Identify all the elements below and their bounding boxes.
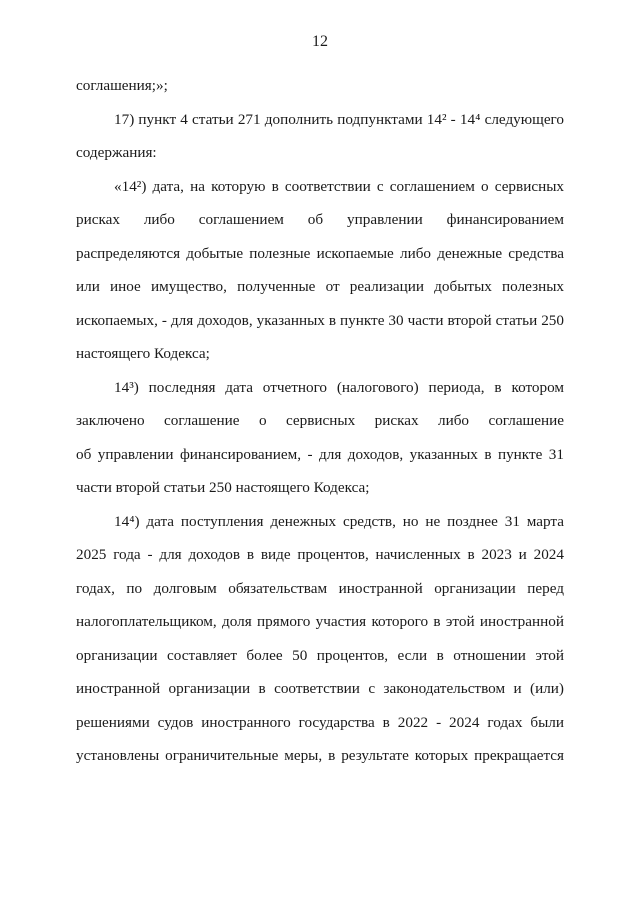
text-line: настоящего Кодекса; xyxy=(76,345,210,362)
text-line: иностранной организации в соответствии с законодательством и (или) xyxy=(76,680,564,697)
text-line: содержания: xyxy=(76,144,157,161)
text-line: об управлении финансированием, - для доходов, указанных в пункте 31 xyxy=(76,445,564,463)
text-line: распределяются добытые полезные ископаемые либо денежные средства xyxy=(76,244,564,262)
paragraph-subitem-14-2 xyxy=(76,170,564,371)
text-line: организации составляет более 50 процентов, если в отношении этой xyxy=(76,646,564,664)
paragraph-subitem-14-3 xyxy=(76,371,564,505)
paragraph-agreements-end xyxy=(76,69,564,103)
document-body xyxy=(76,69,564,773)
text-line: годах, по долговым обязательствам иностранной организации перед xyxy=(76,579,564,597)
text-line: 14⁴) дата поступления денежных средств, но не позднее 31 марта xyxy=(114,512,564,530)
paragraph-subitem-14-4 xyxy=(76,505,564,773)
text-line: 2025 года - для доходов в виде процентов, начисленных в 2023 и 2024 xyxy=(76,546,564,563)
text-line: решениями судов иностранного государства в 2022 - 2024 годах были xyxy=(76,713,564,731)
paragraph-item-17 xyxy=(76,103,564,170)
text-line: заключено соглашение о сервисных рисках либо соглашение xyxy=(76,412,564,429)
text-line: установлены ограничительные меры, в результате которых прекращается xyxy=(76,747,564,764)
text-line: «14²) дата, на которую в соответствии с соглашением о сервисных xyxy=(114,177,564,195)
page-number: 12 xyxy=(312,33,328,50)
text-line: соглашения;»; xyxy=(76,77,168,94)
text-line: налогоплательщиком, доля прямого участия которого в этой иностранной xyxy=(76,613,564,630)
text-line: части второй статьи 250 настоящего Кодекса; xyxy=(76,479,370,496)
text-line: 17) пункт 4 статьи 271 дополнить подпунктами 14² - 14⁴ следующего xyxy=(114,110,564,128)
text-line: ископаемых, - для доходов, указанных в пункте 30 части второй статьи 250 xyxy=(76,311,564,329)
text-line: или иное имущество, полученные от реализации добытых полезных xyxy=(76,278,564,295)
text-line: 14³) последняя дата отчетного (налогового) периода, в котором xyxy=(114,378,564,396)
text-line: рисках либо соглашением об управлении финансированием xyxy=(76,211,564,228)
